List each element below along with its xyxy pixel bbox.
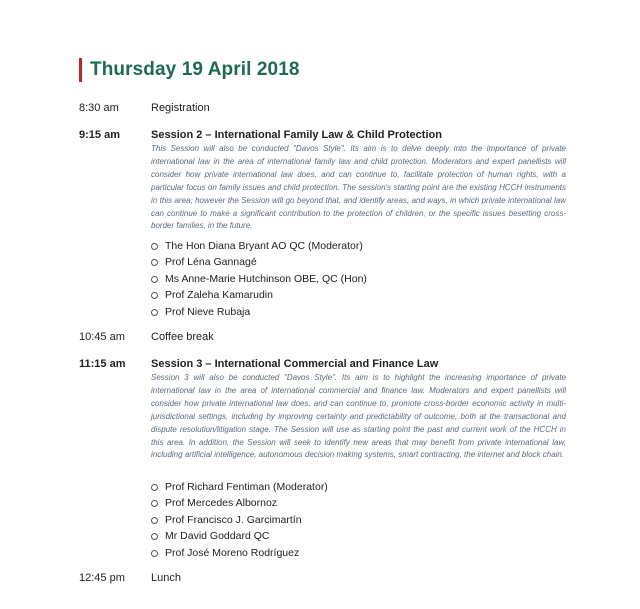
description-session-2: This Session will also be conducted "Davos Style". Its aim is to delve deeply into the importance of private international law in the area of international family law and child protection. Moderators and expert panellists will consider how private international law does, and can continue to, facilitate protection of human rights, with a particular focus on family issues and child protection. The session's starting point are the existing HCCH instruments in this area; however the Session will go beyond that, and identify areas, and ways, in which private international law can continue to make a significant contribution to the protection of children, or the specific issues besetting cross-border families, in the future. (151, 144, 566, 231)
list-item: The Hon Diana Bryant AO QC (Moderator) (151, 238, 367, 254)
title-session-3: Session 3 – International Commercial and Finance Law (151, 358, 439, 370)
list-item: Ms Anne-Marie Hutchinson OBE, QC (Hon) (151, 271, 367, 287)
bullet-circle-icon (151, 276, 158, 283)
list-item: Prof Mercedes Albornoz (151, 495, 328, 511)
label-registration: Registration (151, 102, 210, 114)
bullet-circle-icon (151, 517, 158, 524)
list-item: Prof José Moreno Rodríguez (151, 545, 328, 561)
page-heading: Thursday 19 April 2018 (79, 58, 300, 82)
title-session-2: Session 2 – International Family Law & Child Protection (151, 129, 442, 141)
bullet-circle-icon (151, 500, 158, 507)
speakers-session-2 (151, 238, 367, 320)
time-session-3: 11:15 am (79, 358, 126, 370)
label-coffee: Coffee break (151, 331, 214, 343)
time-coffee: 10:45 am (79, 331, 125, 343)
time-registration: 8:30 am (79, 102, 119, 114)
time-session-2: 9:15 am (79, 129, 120, 141)
bullet-circle-icon (151, 550, 158, 557)
bullet-circle-icon (151, 533, 158, 540)
bullet-circle-icon (151, 259, 158, 266)
bullet-circle-icon (151, 309, 158, 316)
list-item: Mr David Goddard QC (151, 528, 328, 544)
description-session-3: Session 3 will also be conducted "Davos Style". Its aim is to highlight the increasing importance of private international law in the area of international commercial and finance law. Moderators and expert panellists will consider how private international law does, and can continue to, promote cross-border economic activity in multi-jurisdictional settings, including by improving certainty and predictability of outcome, both at the transactional and dispute resolution/litigation stage. The Session will use as starting point the past and current work of the HCCH in this area. In addition, the Session will seek to identify new areas that may benefit from private international law, including artificial intelligence, autonomous decision making systems, smart contracting, the internet and block chain. (151, 373, 566, 460)
list-item: Prof Nieve Rubaja (151, 304, 367, 320)
list-item: Prof Léna Gannagé (151, 254, 367, 270)
bullet-circle-icon (151, 292, 158, 299)
list-item: Prof Richard Fentiman (Moderator) (151, 479, 328, 495)
label-lunch: Lunch (151, 572, 181, 584)
speakers-session-3 (151, 479, 328, 561)
list-item: Prof Francisco J. Garcimartín (151, 512, 328, 528)
bullet-circle-icon (151, 243, 158, 250)
time-lunch: 12:45 pm (79, 572, 125, 584)
list-item: Prof Zaleha Kamarudin (151, 287, 367, 303)
bullet-circle-icon (151, 484, 158, 491)
